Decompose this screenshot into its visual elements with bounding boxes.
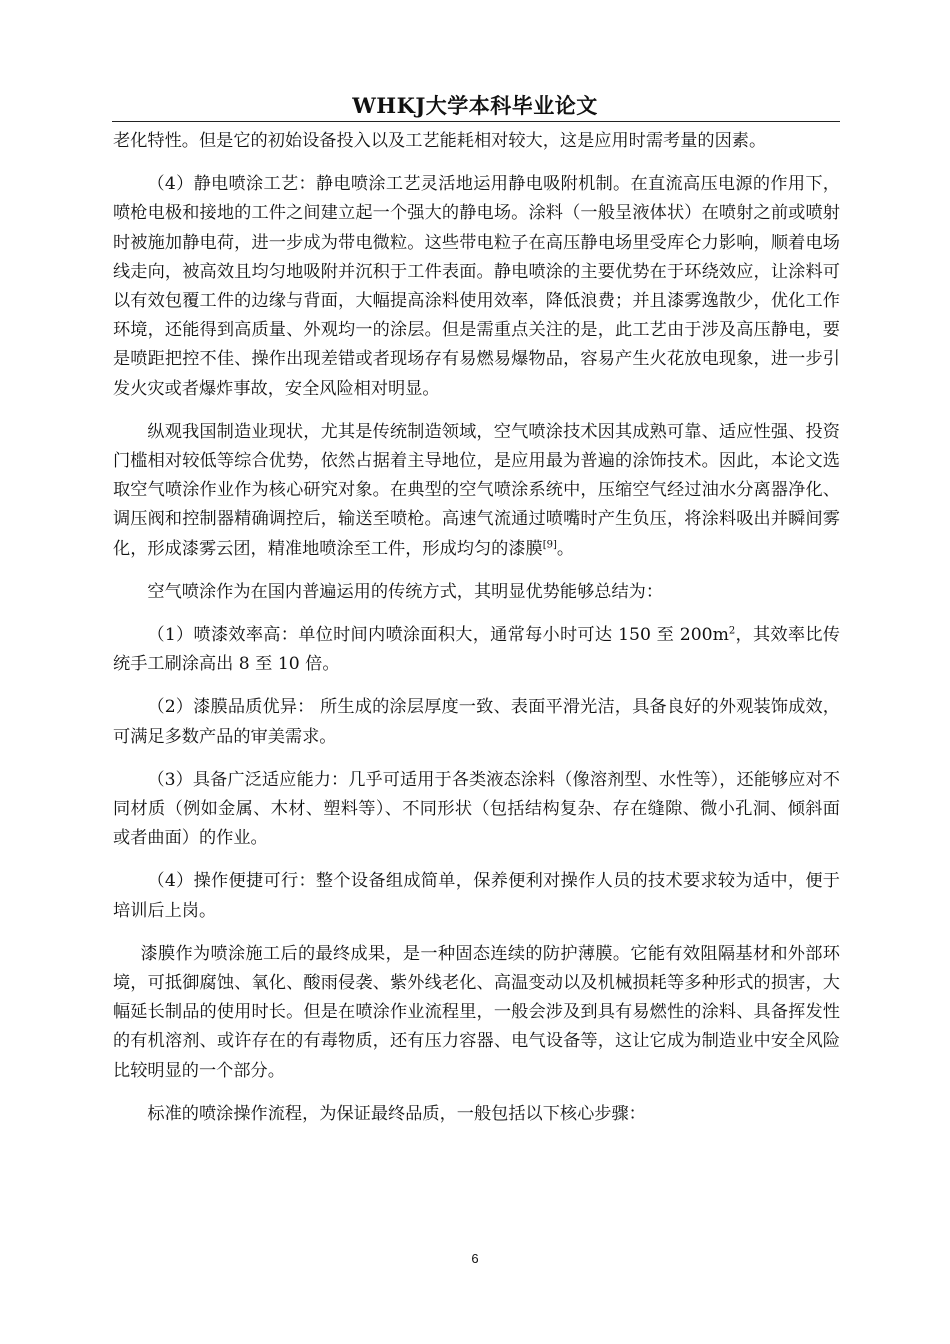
paragraph-end: 。 [556,538,575,559]
body-text [113,127,840,1143]
page-header-title: WHKJ大学本科毕业论文 [352,93,598,118]
paragraph: 空气喷涂作为在国内普遍运用的传统方式，其明显优势能够总结为： [147,581,664,602]
paragraph [113,621,840,679]
paragraph: （3）具备广泛适应能力：几乎可适用于各类液态涂料（像溶剂型、水性等），还能够应对不同材质（例如金属、木材、塑料等）、不同形状（包括结构复杂、存在缝隙、微小孔洞、倾斜面或者曲面）的作业。 [113,769,840,849]
paragraph: （4）静电喷涂工艺：静电喷涂工艺灵活地运用静电吸附机制。在直流高压电源的作用下，喷枪电极和接地的工件之间建立起一个强大的静电场。涂料（一般呈液体状）在喷射之前或喷射时被施加静电荷，进一步成为带电微粒。这些带电粒子在高压静电场里受库仑力影响，顺着电场线走向，被高效且均匀地吸附并沉积于工件表面。静电喷涂的主要优势在于环绕效应，让涂料可以有效包覆工件的边缘与背面，大幅提高涂料使用效率，降低浪费；并且漆雾逸散少，优化工作环境，还能得到高质量、外观均一的涂层。但是需重点关注的是，此工艺由于涉及高压静电，要是喷距把控不佳、操作出现差错或者现场存有易燃易爆物品，容易产生火花放电现象，进一步引发火灾或者爆炸事故，安全风险相对明显。 [113,174,840,399]
paragraph-text: （1）喷漆效率高：单位时间内喷涂面积大，通常每小时可达 150 至 200m [147,625,729,646]
paragraph: （4）操作便捷可行：整个设备组成简单，保养便利对操作人员的技术要求较为适中，便于培训后上岗。 [113,871,840,921]
paragraph: 标准的喷涂操作流程，为保证最终品质，一般包括以下核心步骤： [147,1103,646,1124]
paragraph-text: 纵观我国制造业现状，尤其是传统制造领域，空气喷涂技术因其成熟可靠、适应性强、投资门槛相对较低等综合优势，依然占据着主导地位，是应用最为普遍的涂饰技术。因此，本论文选取空气喷涂作业作为核心研究对象。在典型的空气喷涂系统中，压缩空气经过油水分离器净化、调压阀和控制器精确调控后，输送至喷枪。高速气流通过喷嘴时产生负压，将涂料吸出并瞬间雾化，形成漆雾云团，精准地喷涂至工件，形成均匀的漆膜 [113,421,840,559]
paragraph: 漆膜作为喷涂施工后的最终成果，是一种固态连续的防护薄膜。它能有效阻隔基材和外部环境，可抵御腐蚀、氧化、酸雨侵袭、紫外线老化、高温变动以及机械损耗等多种形式的损害，大幅延长制品的使用时长。但是在喷涂作业流程里，一般会涉及到具有易燃性的涂料、具备挥发性的有机溶剂、或许存在的有毒物质，还有压力容器、电气设备等，这让它成为制造业中安全风险比较明显的一个部分。 [113,943,840,1081]
paragraph-end: ，其效率比传统手工刷涂高出 8 至 10 倍。 [113,625,840,675]
page-number: 6 [471,1251,479,1266]
paragraph [113,418,840,564]
header-divider [112,121,840,122]
paragraph: 老化特性。但是它的初始设备投入以及工艺能耗相对较大，这是应用时需考量的因素。 [113,131,767,151]
citation: [9] [542,538,557,550]
superscript: 2 [728,625,736,637]
paragraph: （2）漆膜品质优异： 所生成的涂层厚度一致、表面平滑光洁，具备良好的外观装饰成效，可满足多数产品的审美需求。 [113,697,840,747]
